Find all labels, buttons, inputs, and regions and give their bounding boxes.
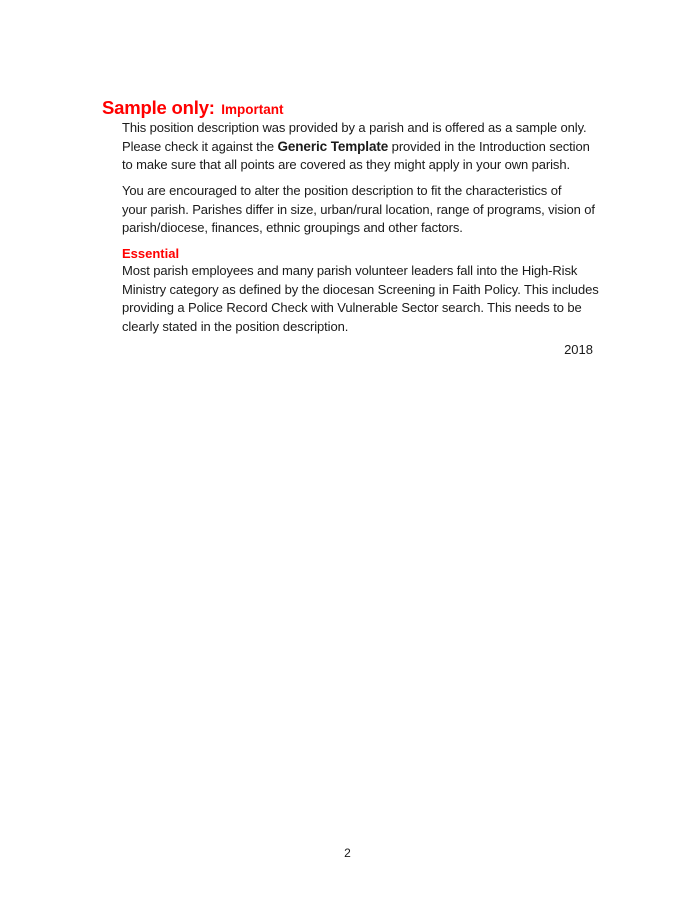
heading-title: Sample only: — [102, 97, 215, 118]
customize-line-1: You are encouraged to alter the position description to fit the characteristics of — [122, 183, 562, 198]
intro-line-3: to make sure that all points are covered as they might apply in your own parish. — [122, 157, 570, 173]
generic-template-reference: Generic Template — [277, 138, 389, 154]
intro-line-2-after: provided in the Introduction section — [388, 138, 590, 154]
document-year: 2018 — [564, 342, 593, 357]
essential-heading: Essential — [122, 246, 180, 261]
essential-paragraph — [122, 262, 597, 336]
page-number: 2 — [344, 846, 351, 860]
essential-line-1: Most parish employees and many parish volunteer leaders fall into the High-Risk — [122, 263, 578, 278]
essential-line-3: providing a Police Record Check with Vulnerable Sector search. This needs to be — [122, 300, 582, 316]
customize-line-2: your parish. Parishes differ in size, urban/rural location, range of programs, vision of — [122, 201, 595, 217]
essential-line-2: Ministry category as defined by the diocesan Screening in Faith Policy. This includes — [122, 281, 599, 297]
intro-line-2 — [122, 138, 597, 157]
intro-line-1: This position description was provided by a parish and is offered as a sample only. — [122, 120, 587, 135]
intro-line-2-before: Please check it against the — [122, 138, 278, 154]
essential-line-4: clearly stated in the position description. — [122, 318, 349, 334]
sample-only-heading — [102, 98, 283, 120]
customize-paragraph — [122, 182, 597, 238]
intro-paragraph — [122, 119, 597, 175]
heading-subtitle: Important — [221, 102, 284, 117]
customize-line-3: parish/diocese, finances, ethnic groupings and other factors. — [122, 220, 463, 236]
